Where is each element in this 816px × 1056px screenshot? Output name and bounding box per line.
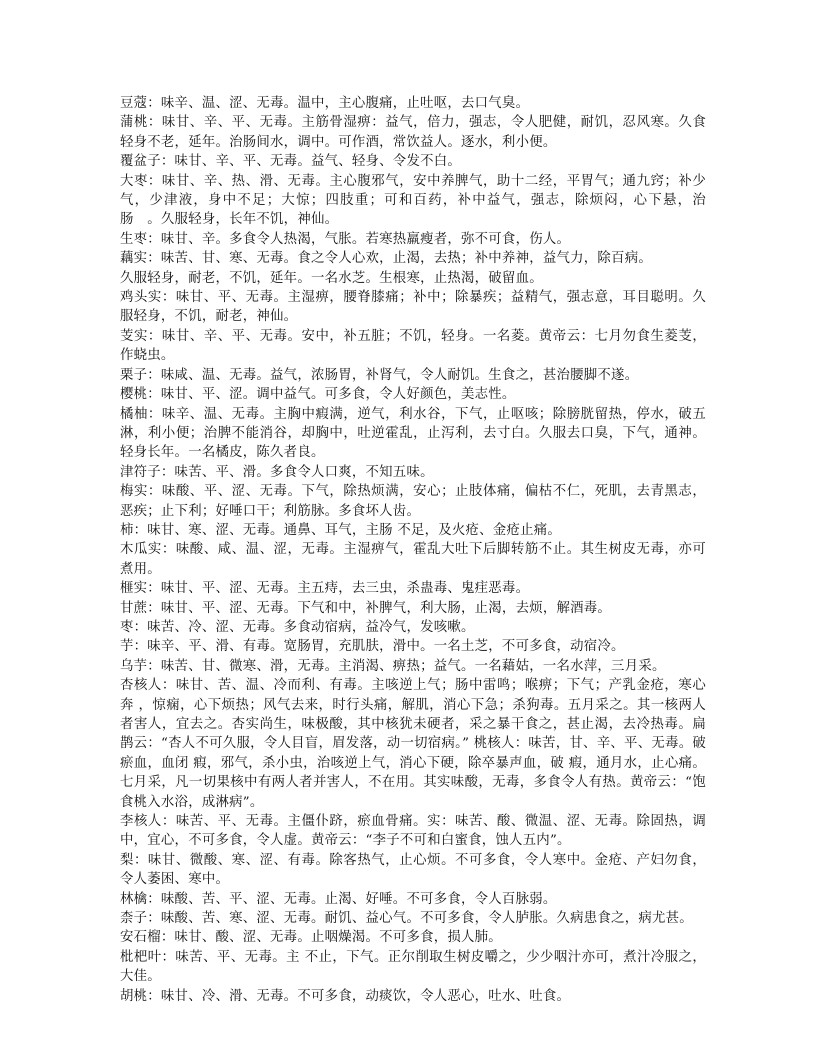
entry-linqin: 林檎：味酸、苦、平、涩、无毒。止渴、好唾。不可多食，令人百脉弱。 (120, 891, 557, 907)
entry-muguashi: 木瓜实：味酸、咸、温、涩，无毒。主湿痹气，霍乱大吐下后脚转筋不止。其生树皮无毒，亦可煮用。 (120, 542, 706, 577)
text-body (120, 94, 706, 1006)
entry-yingtao: 樱桃：味甘、平、涩。调中益气。可多食，令人好颜色，美志性。 (120, 387, 516, 403)
entry-shi: 柿：味甘、寒、涩、无毒。通鼻、耳气，主肠 不足，及火疮、金疮止痛。 (120, 522, 562, 538)
entry-oushi-continued: 久服轻身，耐老，不饥，延年。一名水芝。生根寒，止热渴，破留血。 (120, 270, 543, 286)
entry-naizi: 柰子：味酸、苦、寒、涩、无毒。耐饥、益心气。不可多食，令人胪胀。久病患食之，病尤甚。 (120, 911, 693, 927)
entry-doukou: 豆蔻：味辛、温、涩、无毒。温中，主心腹痛，止吐呕，去口气臭。 (120, 96, 530, 111)
entry-anshiliu: 安石榴：味甘、酸、涩、无毒。止咽燥渴。不可多食，损人肺。 (120, 930, 502, 946)
entry-yu: 芋：味辛、平、滑、有毒。宽肠胃，充肌肤，滑中。一名土芝，不可多食，动宿冷。 (120, 639, 625, 655)
entry-jinfuzi: 津符子：味苦、平、滑。多食令人口爽，不知五味。 (120, 464, 434, 480)
entry-dazao: 大枣：味甘、辛、热、滑、无毒。主心腹邪气，安中养脾气，助十二经，平胃气；通九窍；补少气，少津液，身中不足；大惊；四肢重；可和百药，补中益气，强志，除烦闷，心下悬，治肠 。久服轻身，长年不饥，神仙。 (120, 173, 706, 228)
entry-zao: 枣：味苦、冷、涩、无毒。多食动宿病，益冷气，发咳嗽。 (120, 619, 475, 635)
entry-feishi: 榧实：味甘、平、涩、无毒。主五痔，去三虫，杀蛊毒、鬼疰恶毒。 (120, 581, 530, 597)
entry-li: 梨：味甘、微酸、寒、涩、有毒。除客热气，止心烦。不可多食，令人寒中。金疮、产妇勿食，令人萎困、寒中。 (120, 852, 706, 888)
entry-liheren: 李核人：味苦、平、无毒。主僵仆跻，瘀血骨痛。实：味苦、酸、微温、涩、无毒。除固热，调中，宜心，不可多食，令人虚。黄帝云：“李子不可和白蜜食，蚀人五内”。 (120, 814, 706, 849)
entry-wuyu: 乌芋：味苦、甘、微寒、滑，无毒。主消渴、痹热；益气。一名藉姑，一名水萍，三月采。 (120, 658, 666, 674)
entry-oushi: 藕实：味苦、甘、寒、无毒。食之令人心欢，止渴，去热；补中养神，益气力，除百病。 (120, 251, 652, 267)
entry-hutao: 胡桃：味甘、冷、滑、无毒。不可多食，动痰饮，令人恶心，吐水、吐食。 (120, 988, 571, 1004)
entry-jishi: 芰实：味甘、辛、平、无毒。安中，补五脏；不饥，轻身。一名菱。黄帝云：七月勿食生菱芰，作蛲虫。 (120, 328, 706, 364)
entry-jitoushi: 鸡头实：味甘、平、无毒。主湿痹，腰脊膝痛；补中；除暴疾；益精气，强志意，耳目聪明。久服轻身，不饥，耐老，神仙。 (120, 290, 706, 325)
entry-lizi: 栗子：味咸、温、无毒。益气，浓肠胃，补肾气，令人耐饥。生食之，甚治腰脚不遂。 (120, 367, 639, 383)
entry-fupenzi: 覆盆子：味甘、辛、平、无毒。益气、轻身、令发不白。 (120, 154, 462, 170)
entry-shengzao: 生枣：味甘、辛。多食令人热渴，气胀。若寒热羸瘦者，弥不可食，伤人。 (120, 231, 571, 247)
entry-putao: 蒲桃：味甘、辛、平、无毒。主筋骨湿痹：益气，倍力，强志，令人肥健，耐饥，忍风寒。久食轻身不老，延年。治肠间水，调中。可作酒，常饮益人。逐水，利小便。 (120, 115, 706, 150)
entry-juyou: 橘柚：味辛、温、无毒。主胸中瘕满，逆气，利水谷，下气，止呕咳；除膀胱留热，停水，破五淋，利小便；治脾不能消谷，却胸中，吐逆霍乱，止泻利，去寸白。久服去口臭，下气，通神。轻身长年。一名橘皮，陈久者良。 (120, 406, 706, 461)
entry-meishi: 梅实：味酸、平、涩、无毒。下气，除热烦满，安心；止肢体痛，偏枯不仁，死肌，去青黑志，恶疾；止下利；好唾口干；利筋脉。多食坏人齿。 (120, 484, 706, 519)
entry-ganzhe: 甘蔗：味甘、平、涩、无毒。下气和中，补脾气，利大肠，止渴，去烦，解酒毒。 (120, 600, 612, 616)
entry-xingheren: 杏核人：味甘、苦、温、冷而利、有毒。主咳逆上气；肠中雷鸣；喉痹；下气；产乳金疮，寒心奔 ，惊痫，心下烦热；风气去来，时行头痛，解肌，消心下急；杀狗毒。五月采之。其一核两人者害人，宜去之。杏实尚生，味极酸，其中核犹未硬者，采之暴干食之，甚止渴，去冷热毒。扁鹊云：“杏人不可久服，令人目盲，眉发落，动一切宿病。” 桃核人：味苦，甘、辛、平、无毒。破瘀血，血闭 瘕，邪气，杀小虫，治咳逆上气，消心下硬，除卒暴声血，破 瘕，通月水，止心痛。七月采，凡一切果核中有两人者并害人，不在用。其实味酸，无毒，多食令人有热。黄帝云：“饱食桃入水浴，成淋病”。 (120, 678, 706, 810)
entry-pipaye: 枇杷叶：味苦、平、无毒。主 不止，下气。正尔削取生树皮嚼之，少少咽汁亦可，煮汁冷服之，大佳。 (120, 949, 706, 985)
